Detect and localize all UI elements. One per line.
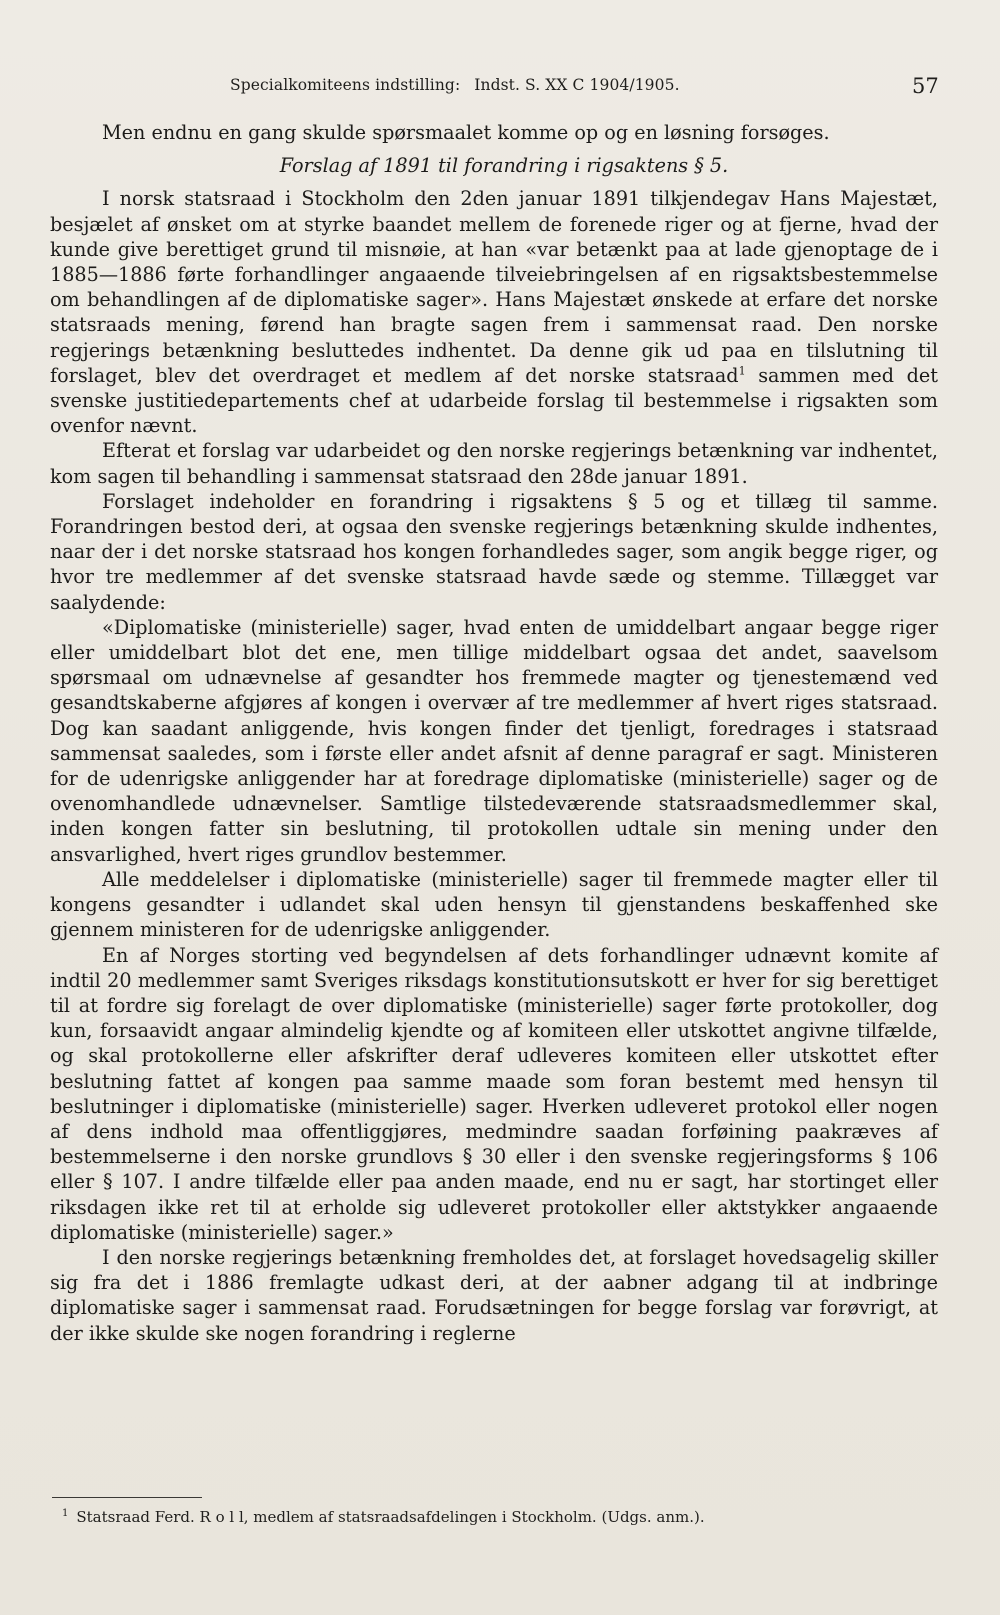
paragraph-forslag-udarbeidet: Efterat et forslag var udarbeidet og den norske regjerings betænkning var indhentet, kom sagen til behandling i sammensat statsraad den 28de januar 1891. bbox=[50, 439, 938, 488]
main-text bbox=[50, 120, 938, 1346]
footnote-text: Statsraad Ferd. R o l l, medlem af statsraadsafdelingen i Stockholm. (Udgs. anm.). bbox=[76, 1508, 705, 1526]
section-heading: Forslag af 1891 til forandring i rigsaktens § 5. bbox=[279, 154, 729, 178]
footnote-marker: 1 bbox=[62, 1508, 69, 1519]
paragraph-regjerings-betaenkning: I den norske regjerings betænkning fremholdes det, at forslaget hovedsagelig skiller sig fra det i 1886 fremlagte udkast deri, at der aabner adgang til at indbringe diplomatiske sager i sammensat raad. Forudsætningen for begge forslag var forøvrigt, at der ikke skulde ske nogen forandring i reglerne bbox=[50, 1245, 938, 1345]
paragraph-text: sammen med det svenske justitiedepartements chef at udarbeide forslag til bestemmelse i rigsakten som ovenfor nævnt. bbox=[50, 363, 938, 438]
paragraph-text: I norsk statsraad i Stockholm den 2den januar 1891 tilkjendegav Hans Majestæt, besjælet af ønsket om at styrke baandet mellem de forenede riger og at fjerne, hvad der kunde give berettiget grund til misnøie, at han «var betænkt paa at lade gjenoptage de i 1885—1886 førte forhandlinger angaaende tilveiebringelsen af en rigsaktsbestemmelse om behandlingen af de diplomatiske sager». Hans Majestæt ønskede at erfare det norske statsraads mening, førend han bragte sagen frem i sammensat raad. Den norske regjerings betænkning besluttedes indhentet. Da denne gik ud paa en tilslutning til forslaget, blev det overdraget et medlem af det norske statsraad bbox=[50, 187, 938, 387]
paragraph-1891-statsraad bbox=[50, 186, 938, 438]
paragraph-intro: Men endnu en gang skulde spørsmaalet komme op og en løsning forsøges. bbox=[102, 121, 830, 144]
paragraph-komite: En af Norges storting ved begyndelsen af dets forhandlinger udnævnt komite af indtil 20 medlemmer samt Sveriges riksdags konstitutionsutskott er hver for sig berettiget til at fordre sig forelagt de over diplomatiske (ministerielle) sager førte protokoller, dog kun, forsaavidt angaar almindelig kjendte og af komiteen eller utskottet angivne tilfælde, og skal protokollerne eller afskrifter deraf udleveres komiteen eller utskottet efter beslutning fattet af kongen paa samme maade som foran bestemt med hensyn til beslutninger i diplomatiske (ministerielle) sager. Hverken udleveret protokol eller nogen af dens indhold maa offentliggjøres, medmindre saadan forføining paakræves af bestemmelserne i den norske grundlovs § 30 eller i den svenske regjeringsforms § 106 eller § 107. I andre tilfælde eller paa anden maade, end nu er sagt, har stortinget eller riksdagen ikke ret til at erholde sig udleveret protokoller eller aktstykker angaaende diplomatiske (ministerielle) sager.» bbox=[50, 943, 938, 1244]
document-reference: Indst. S. XX C 1904/1905. bbox=[474, 76, 680, 94]
page-number: 57 bbox=[912, 74, 939, 98]
paragraph-meddelelser: Alle meddelelser i diplomatiske (ministerielle) sager til fremmede magter eller til kongens gesandter i udlandet skal uden hensyn til gjenstandens beskaffenhed ske gjennem ministeren for de udenrigske anliggender. bbox=[50, 867, 938, 942]
running-title: Specialkomiteens indstilling: bbox=[230, 76, 461, 94]
footnote-reference: 1 bbox=[738, 364, 746, 378]
running-header bbox=[230, 76, 680, 94]
footnote-divider bbox=[52, 1497, 202, 1498]
paragraph-forslaget-indeholder: Forslaget indeholder en forandring i rigsaktens § 5 og et tillæg til samme. Forandringen bestod deri, at ogsaa den svenske regjerings betænkning skulde indhentes, naar der i det norske statsraad hos kongen forhandledes sager, som angik begge riger, og hvor tre medlemmer af det svenske statsraad havde sæde og stemme. Tillægget var saalydende: bbox=[50, 489, 938, 614]
footnote bbox=[62, 1508, 705, 1526]
paragraph-quoted-tillaeg: «Diplomatiske (ministerielle) sager, hvad enten de umiddelbart angaar begge riger eller umiddelbart blot det ene, men tillige middelbart ogsaa det andet, saavelsom spørsmaal om udnævnelse af gesandter hos fremmede magter og tjenestemænd ved gesandtskaberne afgjøres af kongen i overvær af tre medlemmer af hvert riges statsraad. Dog kan saadant anliggende, hvis kongen finder det tjenligt, foredrages i statsraad sammensat saaledes, som i første eller andet afsnit af denne paragraf er sagt. Ministeren for de udenrigske anliggender har at foredrage diplomatiske (ministerielle) sager og de ovenomhandlede udnævnelser. Samtlige tilstedeværende statsraadsmedlemmer skal, inden kongen fatter sin beslutning, til protokollen udtale sin mening under den ansvarlighed, hvert riges grundlov bestemmer. bbox=[50, 615, 938, 866]
